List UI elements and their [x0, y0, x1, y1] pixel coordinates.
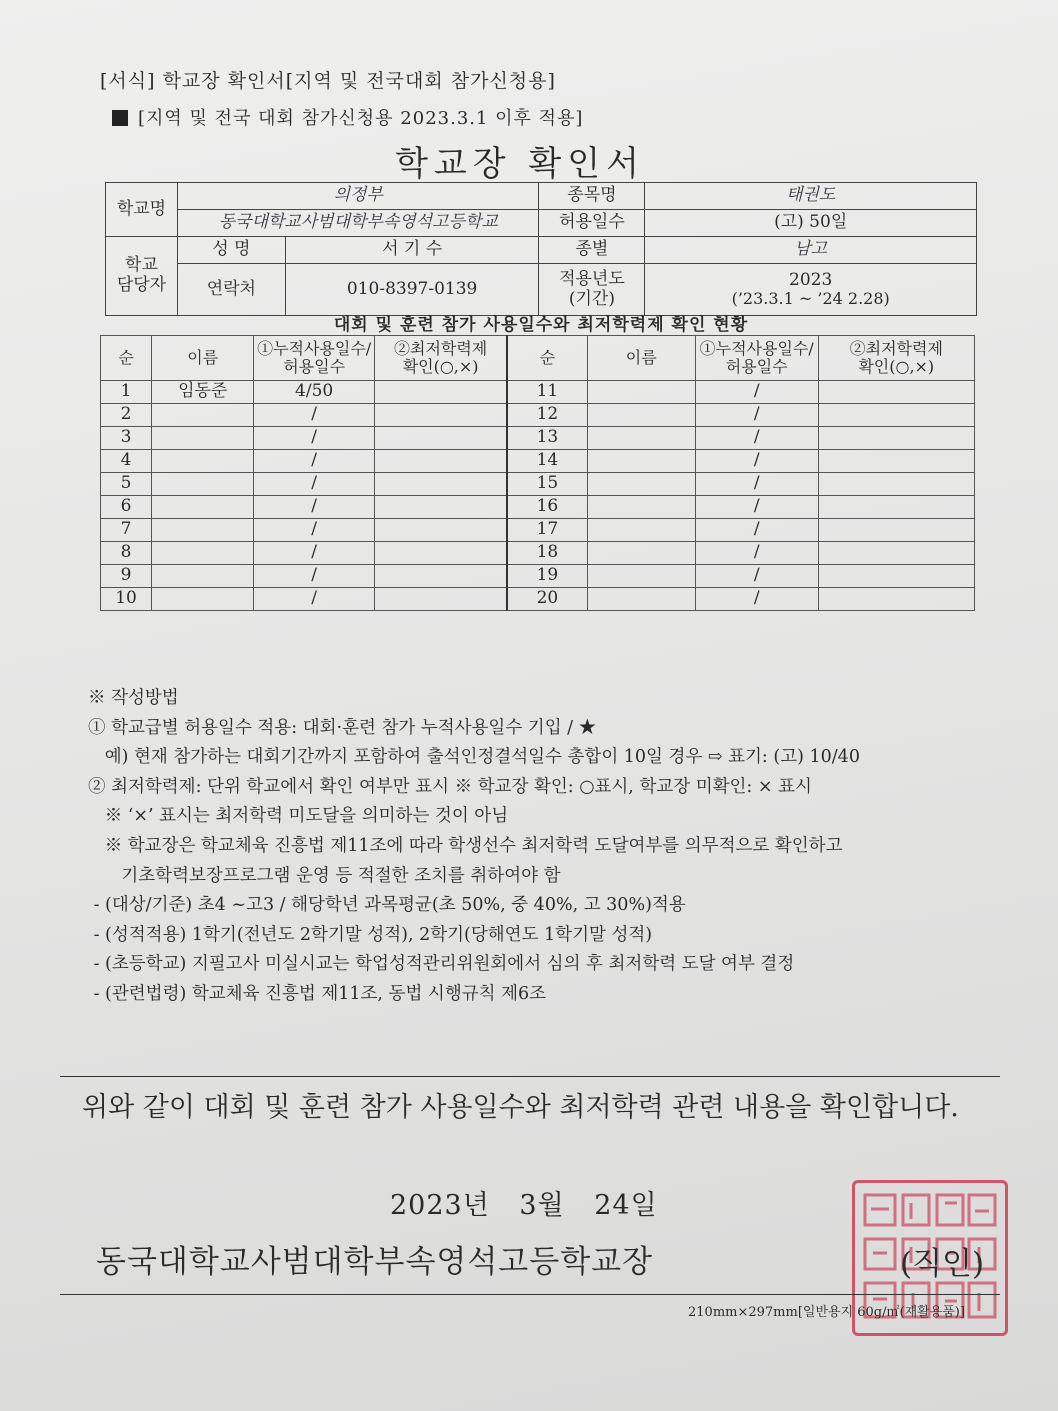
- cell-name: [587, 588, 695, 611]
- note-line: ② 최저학력제: 단위 학교에서 확인 여부만 표시 ※ 학교장 확인: ○표시, 학교장 미확인: × 표시: [88, 776, 812, 797]
- note-line: 예) 현재 참가하는 대회기간까지 포함하여 출석인정결석일수 총합이 10일 경우 ⇨ 표기: (고) 10/40: [88, 747, 860, 768]
- sport-value: 태권도: [645, 183, 977, 210]
- cell-name: [152, 450, 254, 473]
- note-line: 기초학력보장프로그램 운영 등 적절한 조치를 취하여야 함: [88, 865, 561, 886]
- year-label: 적용년도 (기간): [539, 264, 645, 316]
- cell-min: [818, 473, 974, 496]
- cell-no: 8: [101, 542, 152, 565]
- divider: [60, 1294, 1000, 1295]
- cell-no: 10: [101, 588, 152, 611]
- note-line: ※ 학교장은 학교체육 진흥법 제11조에 따라 학생선수 최저학력 도달여부를 의무적으로 확인하고: [88, 835, 843, 856]
- header-min: ②최저학력제 확인(○,×): [374, 336, 507, 381]
- note-line: ※ ‘×’ 표시는 최저학력 미도달을 의미하는 것이 아님: [88, 806, 509, 827]
- cell-name: [587, 519, 695, 542]
- cell-min: [818, 496, 974, 519]
- contact-person-label: 학교 담당자: [106, 237, 178, 316]
- cell-name: [152, 588, 254, 611]
- cell-usage: /: [254, 496, 375, 519]
- cell-min: [374, 450, 507, 473]
- cell-name: [152, 519, 254, 542]
- cell-usage: /: [254, 565, 375, 588]
- note-line: - (초등학교) 지필고사 미실시교는 학업성적관리위원회에서 심의 후 최저학력 도달 여부 결정: [88, 954, 795, 975]
- cell-no: 5: [101, 473, 152, 496]
- page-title: 학교장 확인서: [395, 144, 645, 184]
- header-no: 순: [507, 336, 587, 381]
- cell-no: 12: [507, 404, 587, 427]
- cell-min: [818, 450, 974, 473]
- table-row: [101, 450, 975, 473]
- table-row: [101, 496, 975, 519]
- cell-name: [152, 565, 254, 588]
- principal-title: 동국대학교사범대학부속영석고등학교장: [96, 1244, 654, 1280]
- cell-no: 4: [101, 450, 152, 473]
- cell-min: [818, 519, 974, 542]
- paper-info: 210mm×297mm[일반용지 60g/㎡(재활용품)]: [688, 1305, 965, 1320]
- cell-name: [587, 496, 695, 519]
- cell-min: [818, 565, 974, 588]
- table-row: [101, 542, 975, 565]
- confirm-text: 위와 같이 대회 및 훈련 참가 사용일수와 최저학력 관련 내용을 확인합니다.: [82, 1092, 959, 1123]
- cell-name: [587, 450, 695, 473]
- cell-usage: /: [254, 450, 375, 473]
- cell-no: 16: [507, 496, 587, 519]
- header-name: 이름: [152, 336, 254, 381]
- usage-table: [100, 335, 975, 611]
- note-line: ※ 작성방법: [88, 688, 179, 708]
- school-region: 의정부: [177, 183, 539, 210]
- cell-no: 6: [101, 496, 152, 519]
- note-line: ① 학교급별 허용일수 적용: 대회·훈련 참가 누적사용일수 기입 / ★: [88, 717, 597, 738]
- header-no: 순: [101, 336, 152, 381]
- cell-min: [374, 588, 507, 611]
- cell-name: [587, 427, 695, 450]
- date-year: 2023년: [390, 1190, 490, 1221]
- cell-usage: /: [254, 473, 375, 496]
- cell-usage: /: [695, 381, 818, 404]
- phone-value: 010-8397-0139: [285, 264, 539, 316]
- cell-name: [152, 427, 254, 450]
- header-usage: ①누적사용일수/ 허용일수: [695, 336, 818, 381]
- cell-no: 15: [507, 473, 587, 496]
- cell-no: 20: [507, 588, 587, 611]
- cell-name: 임동준: [152, 381, 254, 404]
- cell-no: 17: [507, 519, 587, 542]
- issue-date: [390, 1183, 678, 1222]
- cell-name: [152, 473, 254, 496]
- table-row: [101, 404, 975, 427]
- cell-name: [587, 565, 695, 588]
- cell-min: [374, 565, 507, 588]
- cell-name: [587, 404, 695, 427]
- school-label: 학교명: [106, 183, 178, 237]
- divider: [60, 1076, 1000, 1077]
- cell-no: 9: [101, 565, 152, 588]
- cell-usage: /: [254, 427, 375, 450]
- cell-usage: /: [695, 427, 818, 450]
- form-label: [서식] 학교장 확인서[지역 및 전국대회 참가신청용]: [100, 70, 556, 92]
- cell-no: 19: [507, 565, 587, 588]
- cell-no: 18: [507, 542, 587, 565]
- cell-min: [374, 427, 507, 450]
- year-value: 2023 (’23.3.1 ~ ’24 2.28): [645, 264, 977, 316]
- cell-min: [374, 519, 507, 542]
- school-name: 동국대학교사범대학부속영석고등학교: [177, 210, 539, 237]
- cell-no: 1: [101, 381, 152, 404]
- note-line: - (대상/기준) 초4 ~고3 / 해당학년 과목평균(초 50%, 중 40%, 고 30%)적용: [88, 895, 686, 916]
- cell-name: [587, 381, 695, 404]
- cell-min: [818, 542, 974, 565]
- sub-label: [지역 및 전국 대회 참가신청용 2023.3.1 이후 적용]: [138, 108, 584, 129]
- phone-label: 연락처: [177, 264, 285, 316]
- cell-no: 2: [101, 404, 152, 427]
- allowed-days-label: 허용일수: [539, 210, 645, 237]
- cell-no: 13: [507, 427, 587, 450]
- cell-min: [818, 588, 974, 611]
- table-title: 대회 및 훈련 참가 사용일수와 최저학력제 확인 현황: [333, 315, 749, 335]
- gender-label: 종별: [539, 237, 645, 264]
- cell-no: 14: [507, 450, 587, 473]
- table-row: [101, 519, 975, 542]
- cell-usage: /: [695, 496, 818, 519]
- seal-label: (직인): [900, 1246, 985, 1282]
- cell-name: [587, 473, 695, 496]
- table-row: [101, 565, 975, 588]
- cell-usage: /: [695, 519, 818, 542]
- table-row: [101, 473, 975, 496]
- gender-value: 남고: [645, 237, 977, 264]
- cell-min: [374, 404, 507, 427]
- header-usage: ①누적사용일수/ 허용일수: [254, 336, 375, 381]
- cell-name: [152, 542, 254, 565]
- cell-name: [587, 542, 695, 565]
- header-name: 이름: [587, 336, 695, 381]
- cell-usage: /: [254, 588, 375, 611]
- cell-min: [818, 381, 974, 404]
- cell-usage: /: [695, 588, 818, 611]
- note-line: - (성적적용) 1학기(전년도 2학기말 성적), 2학기(당해연도 1학기말 성적): [88, 924, 653, 945]
- cell-no: 11: [507, 381, 587, 404]
- cell-usage: /: [254, 542, 375, 565]
- cell-name: [152, 404, 254, 427]
- cell-min: [374, 473, 507, 496]
- table-row: [101, 427, 975, 450]
- note-line: - (관련법령) 학교체육 진흥법 제11조, 동법 시행규칙 제6조: [88, 983, 547, 1004]
- black-square-icon: [112, 110, 128, 126]
- cell-usage: /: [695, 473, 818, 496]
- cell-usage: /: [695, 450, 818, 473]
- cell-min: [818, 427, 974, 450]
- table-row: [101, 381, 975, 404]
- sport-label: 종목명: [539, 183, 645, 210]
- cell-usage: 4/50: [254, 381, 375, 404]
- allowed-days-value: (고) 50일: [645, 210, 977, 237]
- info-table: [105, 182, 977, 316]
- name-value: 서 기 수: [285, 237, 539, 264]
- date-day: 24일: [594, 1190, 658, 1221]
- cell-min: [374, 542, 507, 565]
- cell-usage: /: [254, 404, 375, 427]
- cell-usage: /: [695, 542, 818, 565]
- cell-min: [374, 381, 507, 404]
- notes-section: [88, 684, 860, 1010]
- cell-usage: /: [695, 404, 818, 427]
- table-row: [101, 588, 975, 611]
- cell-usage: /: [695, 565, 818, 588]
- cell-no: 3: [101, 427, 152, 450]
- cell-no: 7: [101, 519, 152, 542]
- sub-label-row: [112, 104, 583, 130]
- cell-min: [374, 496, 507, 519]
- name-label: 성 명: [177, 237, 285, 264]
- date-month: 3월: [519, 1190, 565, 1221]
- cell-usage: /: [254, 519, 375, 542]
- cell-min: [818, 404, 974, 427]
- header-min: ②최저학력제 확인(○,×): [818, 336, 974, 381]
- cell-name: [152, 496, 254, 519]
